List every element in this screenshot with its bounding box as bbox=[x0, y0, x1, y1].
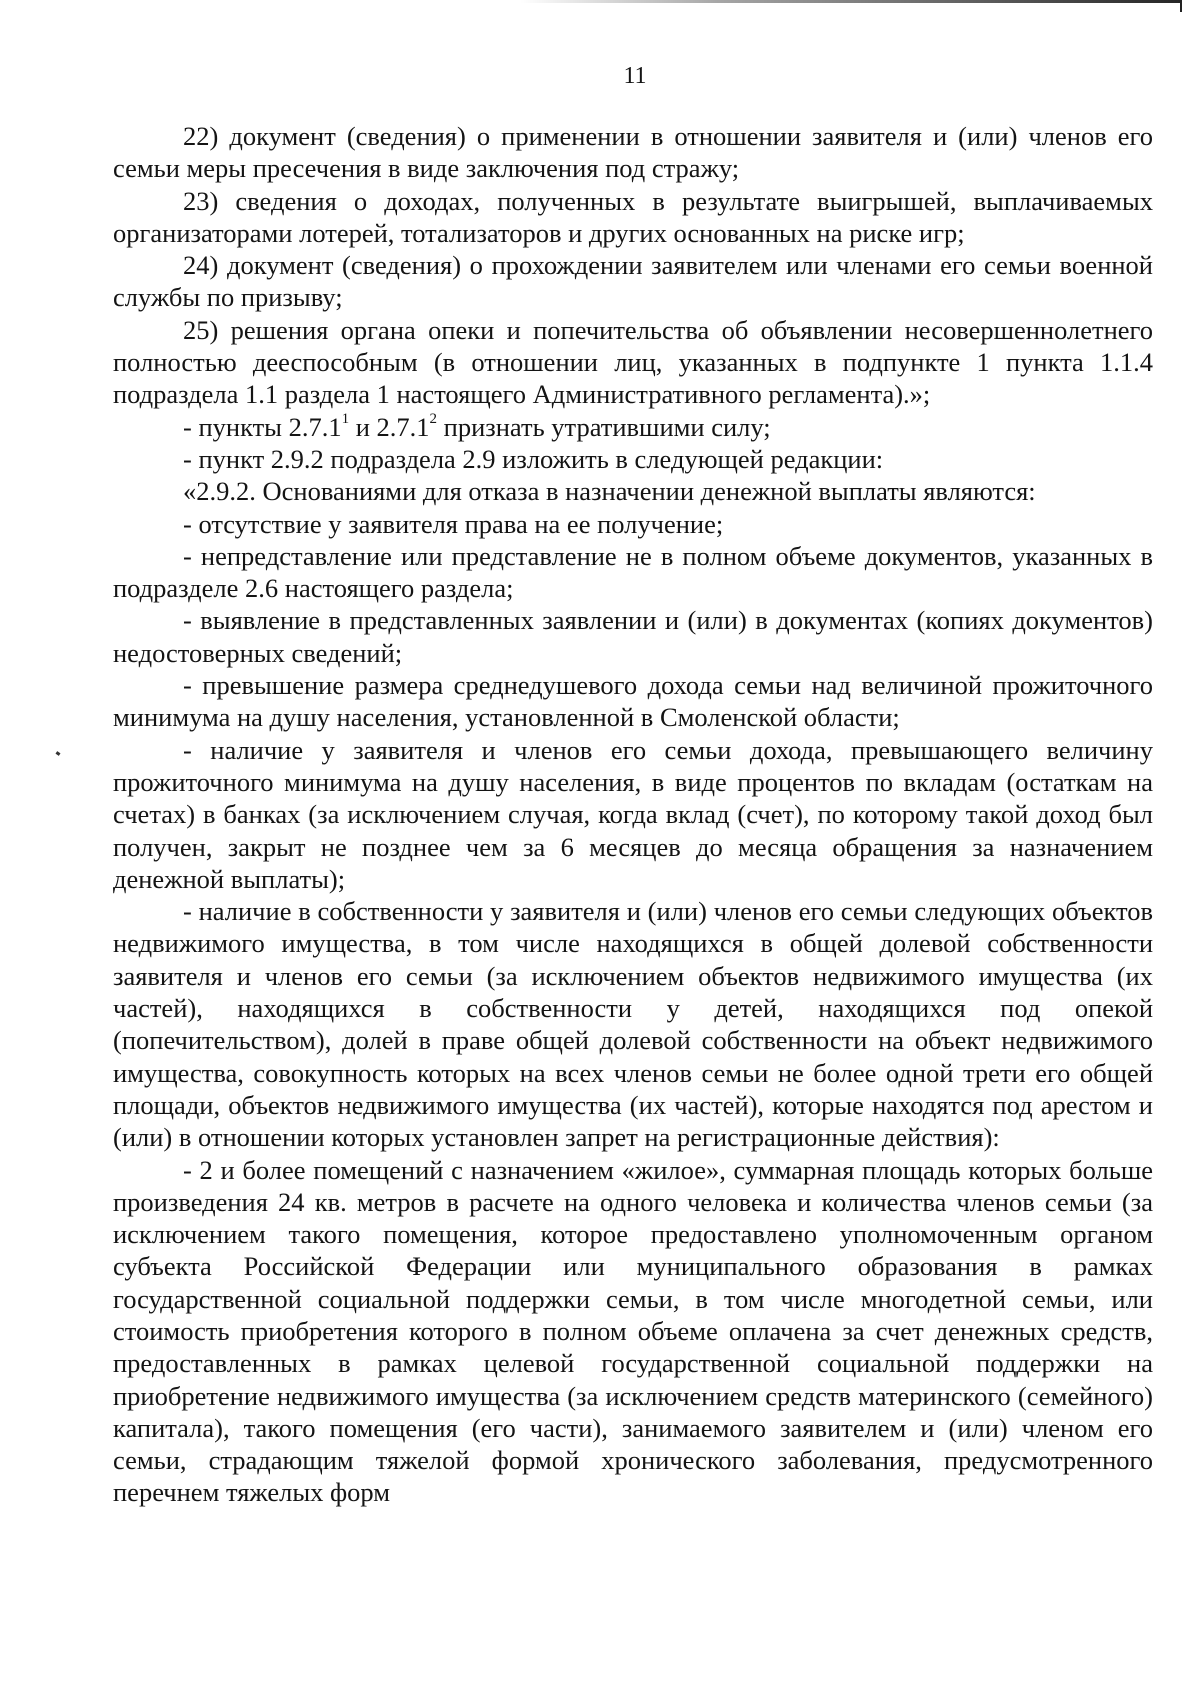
paragraph-item-24: 24) документ (сведения) о прохождении заявителем или членами его семьи военной службы по призыву; bbox=[113, 250, 1153, 313]
paragraph-refusal-real-estate: - наличие в собственности у заявителя и (или) членов его семьи следующих объектов недвижимого имущества, в том числе находящихся в общей долевой собственности заявителя и членов его семьи (за исключением объектов недвижимого имущества (их частей), находящихся в собственности у детей, находящихся под опекой (попечительством), долей в праве общей долевой собственности на объект недвижимого имущества, совокупность которых на всех членов семьи не более одной трети его общей площади, объектов недвижимого имущества (их частей), которые находятся под арестом и (или) в отношении которых установлен запрет на регистрационные действия): bbox=[113, 896, 1153, 1153]
repealed-suffix: признать утратившими силу; bbox=[437, 411, 771, 442]
repealed-superscript-2: 2 bbox=[429, 410, 438, 427]
document-body bbox=[113, 120, 1153, 1509]
scan-right-edge-mark bbox=[1180, 0, 1182, 12]
repealed-superscript-1: 1 bbox=[341, 410, 350, 427]
paragraph-refusal-no-right: - отсутствие у заявителя права на ее получение; bbox=[183, 508, 724, 539]
paragraph-item-25: 25) решения органа опеки и попечительства об объявлении несовершеннолетнего полностью дееспособным (в отношении лиц, указанных в подпункте 1 пункта 1.1.4 подраздела 1.1 раздела 1 настоящего Административного регламента).»; bbox=[113, 314, 1153, 410]
repealed-middle: и 2.7.1 bbox=[349, 411, 430, 442]
paragraph-amend-2-9-2: - пункт 2.9.2 подраздела 2.9 изложить в следующей редакции: bbox=[183, 443, 884, 474]
repealed-prefix: - пункты 2.7.1 bbox=[183, 411, 342, 442]
paragraph-item-23: 23) сведения о доходах, полученных в результате выигрышей, выплачиваемых организаторами лотерей, тотализаторов и других основанных на риске игр; bbox=[113, 185, 1153, 248]
scan-stray-mark bbox=[56, 751, 61, 756]
paragraph-refusal-false-info: - выявление в представленных заявлении и (или) в документах (копиях документов) недостоверных сведений; bbox=[113, 605, 1153, 668]
paragraph-refusal-residential-premises: - 2 и более помещений с назначением «жилое», суммарная площадь которых больше произведения 24 кв. метров в расчете на одного человека и количества членов семьи (за исключением такого помещения, которое предоставлено уполномоченным органом субъекта Российской Федерации или муниципального образования в рамках государственной социальной поддержки семьи, в том числе многодетной семьи, или стоимость приобретения которого в полном объеме оплачена за счет денежных средств, предоставленных в рамках целевой государственной социальной поддержки на приобретение недвижимого имущества (за исключением средств материнского (семейного) капитала), такого помещения (его части), занимаемого заявителем и (или) членом его семьи, страдающим тяжелой формой хронического заболевания, предусмотренного перечнем тяжелых форм bbox=[113, 1154, 1153, 1508]
paragraph-refusal-deposit-interest: - наличие у заявителя и членов его семьи дохода, превышающего величину прожиточного минимума на душу населения, в виде процентов по вкладам (остаткам на счетах) в банках (за исключением случая, когда вклад (счет), по которому такой доход был получен, закрыт не позднее чем за 6 месяцев до месяца обращения за назначением денежной выплаты); bbox=[113, 734, 1153, 894]
paragraph-repealed-items bbox=[113, 411, 1153, 443]
scan-top-edge-line bbox=[520, 0, 1180, 3]
page-number: 11 bbox=[623, 63, 647, 89]
paragraph-refusal-income-excess: - превышение размера среднедушевого дохода семьи над величиной прожиточного минимума на душу населения, установленной в Смоленской области; bbox=[113, 670, 1153, 733]
paragraph-2-9-2-heading: «2.9.2. Основаниями для отказа в назначении денежной выплаты являются: bbox=[183, 476, 1036, 507]
paragraph-item-22: 22) документ (сведения) о применении в отношении заявителя и (или) членов его семьи меры пресечения в виде заключения под стражу; bbox=[113, 121, 1153, 184]
paragraph-refusal-documents: - непредставление или представление не в полном объеме документов, указанных в подразделе 2.6 настоящего раздела; bbox=[113, 540, 1153, 604]
